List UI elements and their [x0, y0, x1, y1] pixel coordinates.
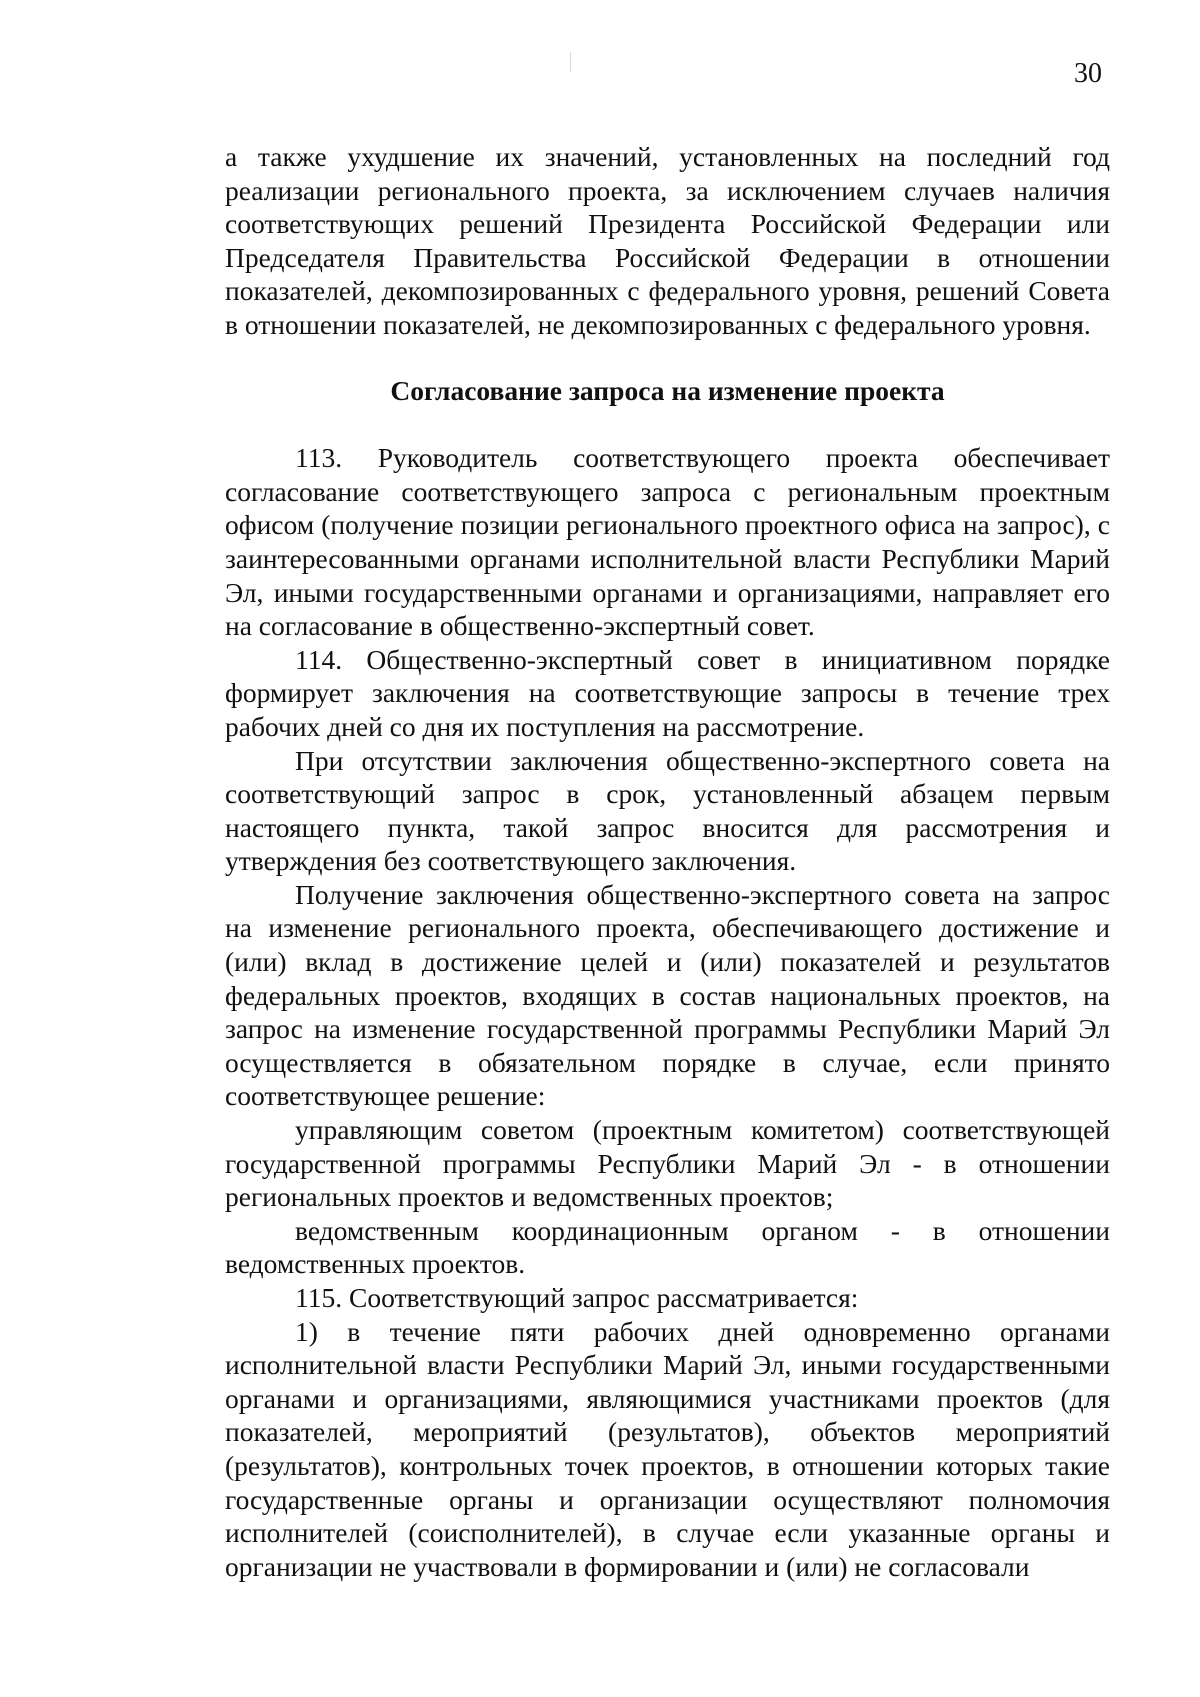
document-body [225, 140, 1110, 1583]
scan-mark [570, 52, 571, 72]
paragraph-managing-council: управляющим советом (проектным комитетом) соответствующей государственной программы Республики Марий Эл - в отношении региональных проектов и ведомственных проектов; [225, 1114, 1110, 1213]
paragraph-continuation: а также ухудшение их значений, установленных на последний год реализации регионального проекта, за исключением случаев наличия соответствующих решений Президента Российской Федерации или Председателя Правительства Российской Федерации в отношении показателей, декомпозированных с федерального уровня, решений Совета в отношении показателей, не декомпозированных с федерального уровня. [225, 141, 1110, 340]
paragraph-obtaining-conclusion: Получение заключения общественно-экспертного совета на запрос на изменение регионального проекта, обеспечивающего достижение и (или) вклад в достижение целей и (или) показателей и результатов федеральных проектов, входящих в состав национальных проектов, на запрос на изменение государственной программы Республики Марий Эл осуществляется в обязательном порядке в случае, если принято соответствующее решение: [225, 878, 1110, 1112]
paragraph-114: 114. Общественно-экспертный совет в инициативном порядке формирует заключения на соответствующие запросы в течение трех рабочих дней со дня их поступления на рассмотрение. [225, 643, 1110, 742]
paragraph-absence-conclusion: При отсутствии заключения общественно-экспертного совета на соответствующий запрос в срок, установленный абзацем первым настоящего пункта, такой запрос вносится для рассмотрения и утверждения без соответствующего заключения. [225, 744, 1110, 877]
paragraph-115-item-1: 1) в течение пяти рабочих дней одновременно органами исполнительной власти Республики Марий Эл, иными государственными органами и организациями, являющимися участниками проектов (для показателей, мероприятий (результатов), объектов мероприятий (результатов), контрольных точек проектов, в отношении которых такие государственные органы и организации осуществляют полномочия исполнителей (соисполнителей), в случае если указанные органы и организации не участвовали в формировании и (или) не согласовали [225, 1315, 1110, 1582]
section-heading: Согласование запроса на изменение проекта [390, 374, 945, 406]
paragraph-113: 113. Руководитель соответствующего проекта обеспечивает согласование соответствующего запроса с региональным проектным офисом (получение позиции регионального проектного офиса на запрос), с заинтересованными органами исполнительной власти Республики Марий Эл, иными государственными органами и организациями, направляет его на согласование в общественно-экспертный совет. [225, 442, 1110, 642]
paragraph-coordinating-body: ведомственным координационным органом - в отношении ведомственных проектов. [225, 1214, 1110, 1280]
page-number: 30 [1074, 58, 1102, 89]
paragraph-115: 115. Соответствующий запрос рассматривается: [295, 1282, 859, 1313]
